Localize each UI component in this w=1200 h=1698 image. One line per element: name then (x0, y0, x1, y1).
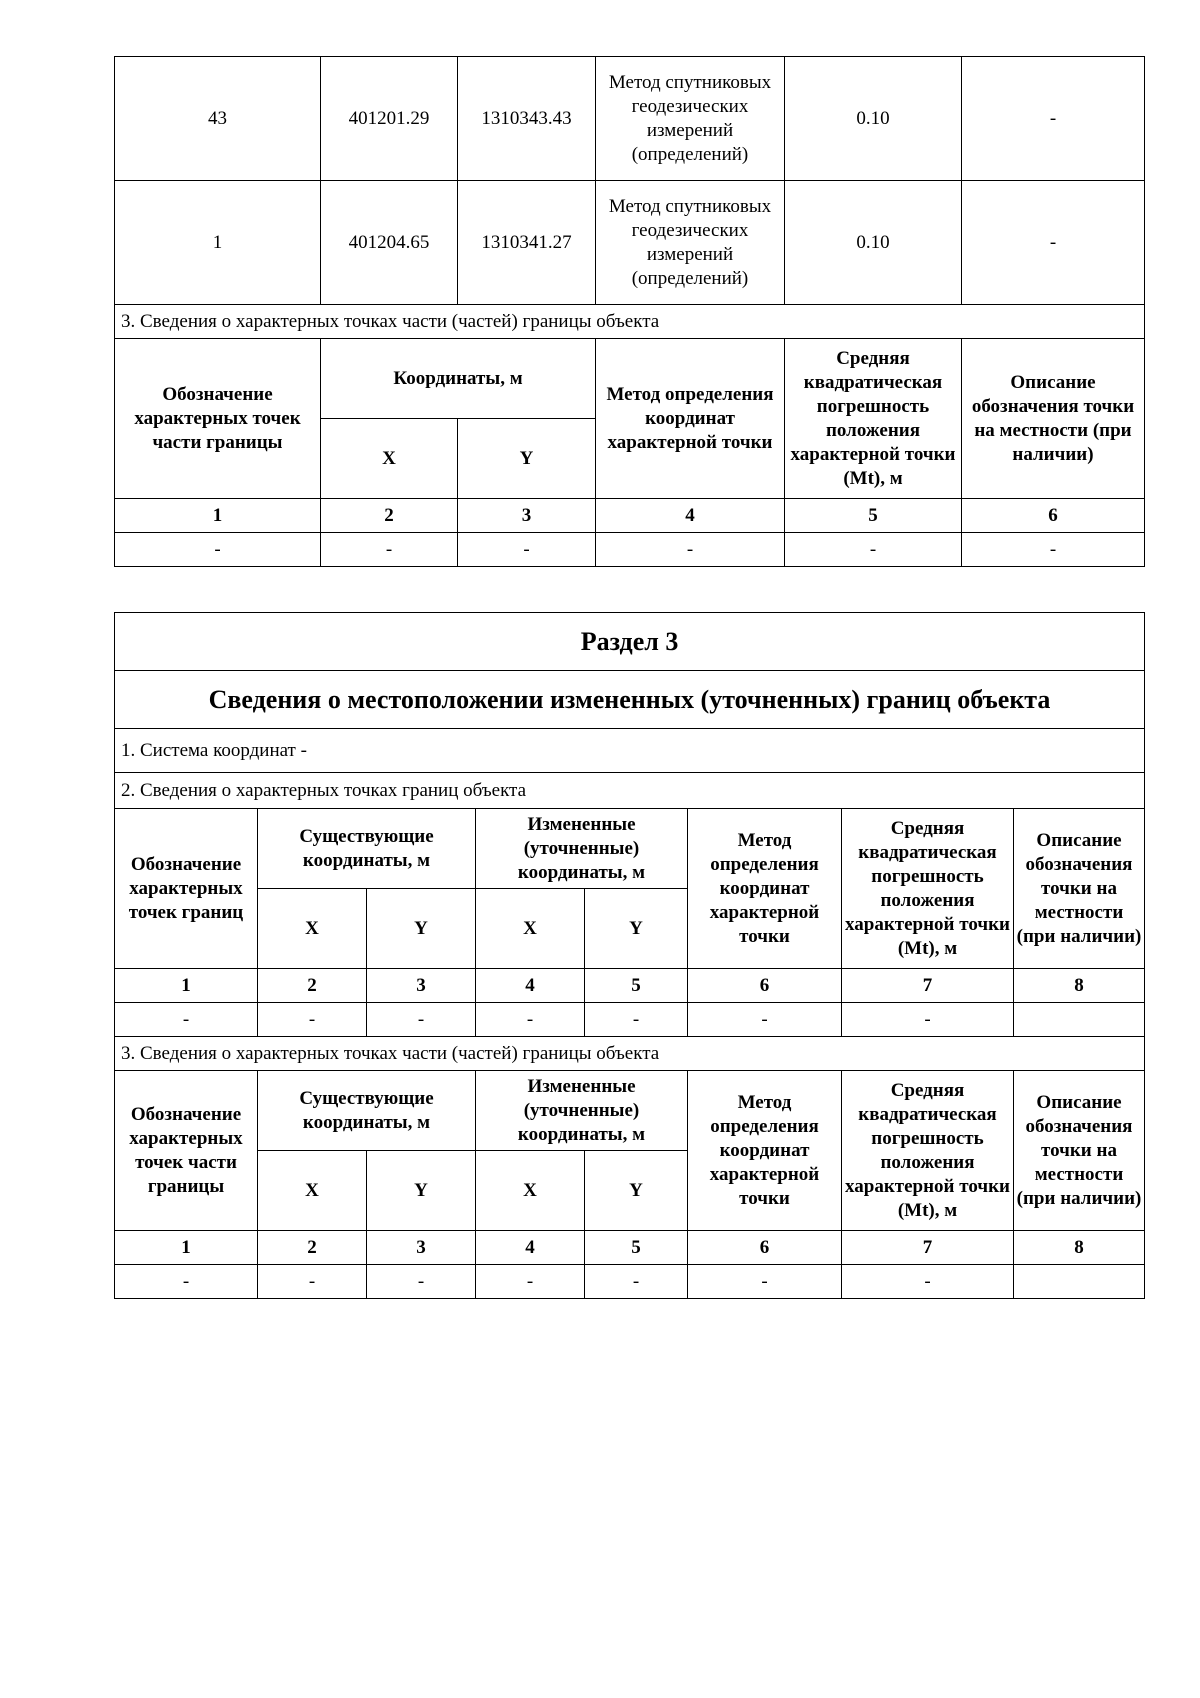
header-accuracy: Средняя квадратическая погрешность положения характерной точки (Mt), м (785, 339, 962, 499)
parts-heading: 3. Сведения о характерных точках части (частей) границы объекта (115, 1037, 1145, 1071)
column-numbers-row (115, 969, 1145, 1003)
column-number: 6 (688, 969, 842, 1003)
coordinate-system: 1. Система координат - (115, 729, 1145, 773)
table-row (115, 1003, 1145, 1037)
point-number: 43 (115, 57, 321, 181)
table-row (115, 533, 1145, 567)
method: Метод спутниковых геодезических измерений (определений) (596, 181, 785, 305)
header-y: Y (585, 1151, 688, 1231)
header-point-designation: Обозначение характерных точек границ (115, 809, 258, 969)
table-cell: - (585, 1003, 688, 1037)
column-number: 3 (367, 969, 476, 1003)
point-number: 1 (115, 181, 321, 305)
header-method: Метод определения координат характерной точки (688, 1071, 842, 1231)
table-row (115, 1265, 1145, 1299)
header-x: X (258, 1151, 367, 1231)
part-boundary-points-table (114, 56, 1145, 567)
header-point-designation: Обозначение характерных точек части границы (115, 1071, 258, 1231)
parts-heading: 3. Сведения о характерных точках части (частей) границы объекта (115, 305, 1145, 339)
table-cell: - (688, 1003, 842, 1037)
table-cell: - (476, 1003, 585, 1037)
header-method: Метод определения координат характерной точки (596, 339, 785, 499)
accuracy: 0.10 (785, 57, 962, 181)
table-cell: - (688, 1265, 842, 1299)
column-numbers-row (115, 499, 1145, 533)
table-cell: - (115, 1003, 258, 1037)
column-number: 5 (585, 969, 688, 1003)
header-description: Описание обозначения точки на местности (при наличии) (1014, 1071, 1145, 1231)
column-number: 8 (1014, 1231, 1145, 1265)
section-title: Раздел 3 (115, 613, 1145, 671)
table-cell: - (842, 1265, 1014, 1299)
column-number: 3 (367, 1231, 476, 1265)
table-row (115, 181, 1145, 305)
coord-x: 401204.65 (321, 181, 458, 305)
column-numbers-row (115, 1231, 1145, 1265)
description: - (962, 181, 1145, 305)
header-accuracy: Средняя квадратическая погрешность положения характерной точки (Mt), м (842, 809, 1014, 969)
table-cell: - (785, 533, 962, 567)
header-changed-coordinates: Измененные (уточненные) координаты, м (476, 809, 688, 889)
header-y: Y (367, 889, 476, 969)
header-y: Y (458, 419, 596, 499)
header-method: Метод определения координат характерной точки (688, 809, 842, 969)
table-cell (1014, 1265, 1145, 1299)
header-x: X (321, 419, 458, 499)
accuracy: 0.10 (785, 181, 962, 305)
table-cell: - (476, 1265, 585, 1299)
column-number: 7 (842, 1231, 1014, 1265)
header-point-designation: Обозначение характерных точек части границы (115, 339, 321, 499)
table-row (115, 57, 1145, 181)
table-cell (1014, 1003, 1145, 1037)
header-existing-coordinates: Существующие координаты, м (258, 1071, 476, 1151)
table-cell: - (367, 1265, 476, 1299)
column-number: 2 (321, 499, 458, 533)
coord-y: 1310341.27 (458, 181, 596, 305)
table-cell: - (458, 533, 596, 567)
column-number: 1 (115, 969, 258, 1003)
table-cell: - (585, 1265, 688, 1299)
table-cell: - (596, 533, 785, 567)
points-heading: 2. Сведения о характерных точках границ объекта (115, 773, 1145, 809)
header-x: X (476, 1151, 585, 1231)
table-cell: - (258, 1265, 367, 1299)
section-3-table (114, 612, 1145, 1299)
table-cell: - (258, 1003, 367, 1037)
table-cell: - (115, 533, 321, 567)
column-number: 6 (688, 1231, 842, 1265)
coord-y: 1310343.43 (458, 57, 596, 181)
header-existing-coordinates: Существующие координаты, м (258, 809, 476, 889)
header-y: Y (585, 889, 688, 969)
table-cell: - (115, 1265, 258, 1299)
table-cell: - (321, 533, 458, 567)
table-cell: - (962, 533, 1145, 567)
method: Метод спутниковых геодезических измерений (определений) (596, 57, 785, 181)
column-number: 4 (596, 499, 785, 533)
section-subtitle: Сведения о местоположении измененных (уточненных) границ объекта (115, 671, 1145, 729)
header-x: X (476, 889, 585, 969)
description: - (962, 57, 1145, 181)
header-y: Y (367, 1151, 476, 1231)
column-number: 5 (785, 499, 962, 533)
header-accuracy: Средняя квадратическая погрешность положения характерной точки (Mt), м (842, 1071, 1014, 1231)
coord-x: 401201.29 (321, 57, 458, 181)
column-number: 2 (258, 1231, 367, 1265)
column-number: 6 (962, 499, 1145, 533)
header-x: X (258, 889, 367, 969)
column-number: 8 (1014, 969, 1145, 1003)
header-description: Описание обозначения точки на местности (при наличии) (1014, 809, 1145, 969)
header-coordinates: Координаты, м (321, 339, 596, 419)
column-number: 1 (115, 1231, 258, 1265)
header-changed-coordinates: Измененные (уточненные) координаты, м (476, 1071, 688, 1151)
column-number: 7 (842, 969, 1014, 1003)
column-number: 4 (476, 969, 585, 1003)
column-number: 3 (458, 499, 596, 533)
table-cell: - (842, 1003, 1014, 1037)
header-description: Описание обозначения точки на местности (при наличии) (962, 339, 1145, 499)
table-cell: - (367, 1003, 476, 1037)
column-number: 5 (585, 1231, 688, 1265)
column-number: 4 (476, 1231, 585, 1265)
column-number: 2 (258, 969, 367, 1003)
column-number: 1 (115, 499, 321, 533)
